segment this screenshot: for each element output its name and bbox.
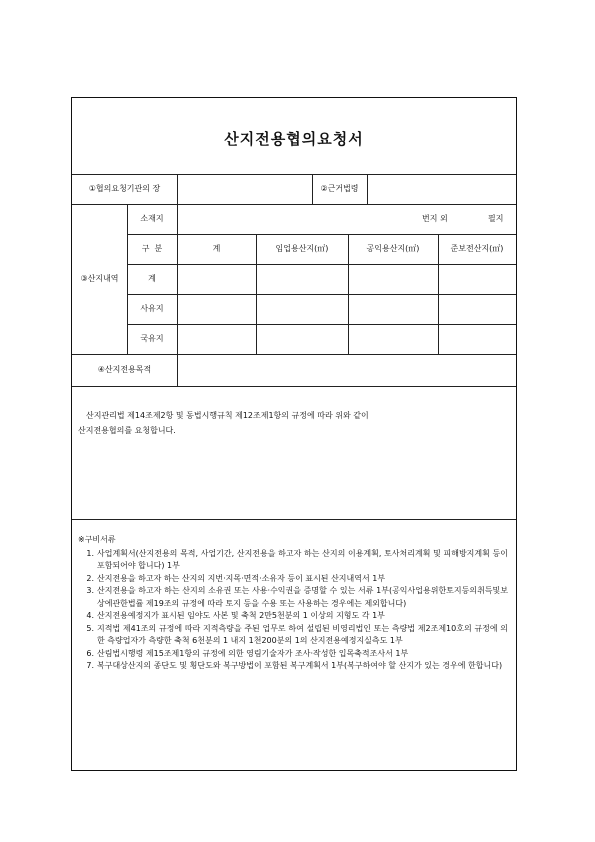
table-header-category: 구 분 (141, 244, 163, 253)
table-header-semi: 준보전산지(㎡) (450, 244, 504, 253)
request-statement (78, 408, 510, 438)
section-label: ③산지내역 (80, 274, 119, 283)
divider (127, 324, 516, 325)
parcel-label: 필지 (488, 214, 504, 223)
basis-label: ②근거법령 (320, 184, 359, 193)
divider (72, 354, 516, 355)
divider (177, 204, 178, 386)
required-documents (78, 534, 508, 673)
location-label: 소재지 (140, 214, 164, 223)
divider (127, 294, 516, 295)
divider (177, 174, 178, 204)
list-item: 2. 산지전용을 하고자 하는 산지의 지번·지목·면적·소유자 등이 표시된 산지내역서 1부 (86, 573, 386, 583)
purpose-label: ④산지전용목적 (97, 365, 152, 374)
table-row-total-label: 계 (148, 274, 156, 283)
divider (72, 519, 516, 520)
table-header-public: 공익용산지(㎡) (366, 244, 420, 253)
table-row-private-label: 사유지 (140, 304, 164, 313)
list-item: 6. 산림법시행령 제15조제1항의 규정에 의한 영림기술자가 조사·작성한 입목축적조사서 1부 (86, 648, 409, 658)
list-item: 1. 사업계획서(산지전용의 목적, 사업기간, 산지전용을 하고자 하는 산지의 이용계획, 토사처리계획 및 피해방지계획 등이 포함되어야 합니다) 1부 (86, 548, 508, 570)
divider (127, 234, 516, 235)
agency-label: ①협의요청기관의 장 (88, 184, 161, 193)
statement-line: 산지전용협의를 요청합니다. (78, 426, 176, 435)
divider (72, 204, 516, 205)
list-item: 4. 산지전용예정지가 표시된 임야도 사본 및 축척 2만5천분의 1 이상의 지형도 각 1부 (86, 611, 385, 620)
statement-line: 산지관리법 제14조제2항 및 동법시행규칙 제12조제1항의 규정에 따라 위와 같이 (86, 411, 369, 420)
basis-field[interactable] (372, 182, 512, 198)
lot-label: 번지 외 (422, 214, 448, 223)
application-form (71, 97, 517, 771)
list-item: 5. 지적법 제41조의 규정에 따라 지적측량을 주된 업무로 하여 설립된 비영리법인 또는 측량법 제2조제10호의 규정에 의한 측량업자가 측량한 축척 6천분의 1 내지 1천200분의 1의 산지전용예정지실측도 1부 (86, 623, 508, 645)
table-header-forestry: 임업용산지(㎡) (275, 244, 329, 253)
list-item: 7. 복구대상산지의 종단도 및 횡단도와 복구방법이 포함된 복구계획서 1부(복구하여야 할 산지가 있는 경우에 한합니다) (86, 661, 503, 670)
list-item: 3. 산지전용을 하고자 하는 산지의 소유권 또는 사용·수익권을 증명할 수 있는 서류 1부(공익사업용위한토지등의취득및보상에관한법률 제19조의 규정에 따라 토지 등을 수용 또는 사용하는 경우에는 제외합니다) (86, 586, 508, 608)
divider (72, 174, 516, 175)
form-title: 산지전용협의요청서 (224, 130, 364, 148)
purpose-field[interactable] (182, 362, 512, 380)
divider (127, 264, 516, 265)
divider (367, 174, 368, 204)
table-header-total: 계 (212, 244, 221, 253)
documents-heading: ※구비서류 (78, 535, 116, 544)
divider (72, 386, 516, 387)
table-row-national-label: 국유지 (140, 334, 164, 343)
agency-field[interactable] (182, 182, 310, 198)
